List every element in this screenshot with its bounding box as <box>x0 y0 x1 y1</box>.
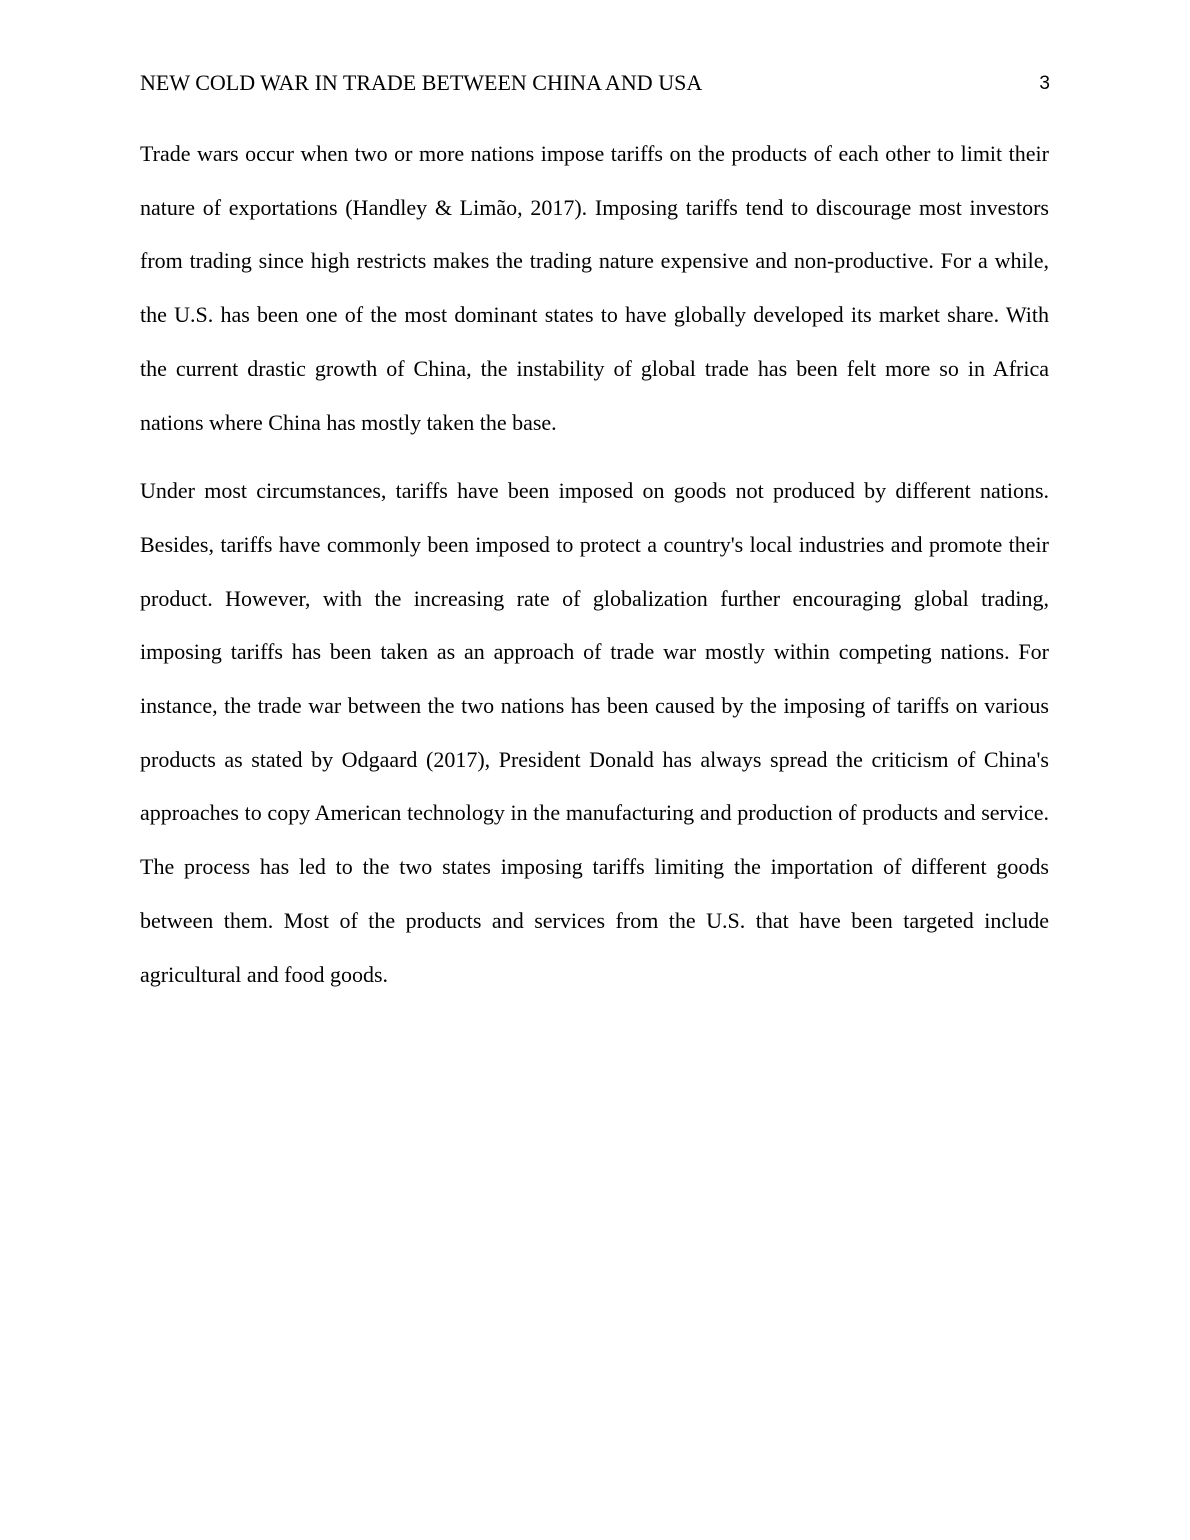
running-title: NEW COLD WAR IN TRADE BETWEEN CHINA AND USA <box>140 70 703 95</box>
running-head <box>140 70 1050 100</box>
body-text <box>140 127 1049 1001</box>
paragraph-1: Trade wars occur when two or more nations impose tariffs on the products of each other to limit their nature of exportations (Handley & Limão, 2017). Imposing tariffs tend to discourage most investors from trading since high restricts makes the trading nature expensive and non-productive. For a while, the U.S. has been one of the most dominant states to have globally developed its market share. With the current drastic growth of China, the instability of global trade has been felt more so in Africa nations where China has mostly taken the base. <box>140 141 1049 435</box>
page-number: 3 <box>1039 73 1050 94</box>
paragraph-2: Under most circumstances, tariffs have been imposed on goods not produced by different nations. Besides, tariffs have commonly been imposed to protect a country's local industries and promote their product. However, with the increasing rate of globalization further encouraging global trading, imposing tariffs has been taken as an approach of trade war mostly within competing nations. For instance, the trade war between the two nations has been caused by the imposing of tariffs on various products as stated by Odgaard (2017), President Donald has always spread the criticism of China's approaches to copy American technology in the manufacturing and production of products and service. The process has led to the two states imposing tariffs limiting the importation of different goods between them. Most of the products and services from the U.S. that have been targeted include agricultural and food goods. <box>140 478 1049 987</box>
